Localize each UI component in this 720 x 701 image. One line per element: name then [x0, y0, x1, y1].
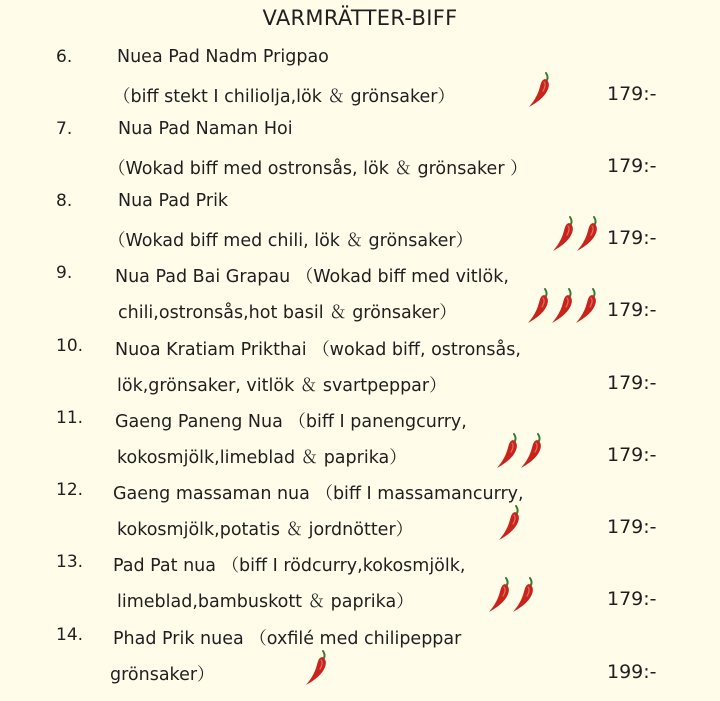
- item-number: 11.: [56, 408, 84, 428]
- item-name: Gaeng massaman nua: [113, 484, 310, 504]
- chili-pepper-icon: [510, 576, 536, 614]
- menu-item-8: [0, 191, 720, 263]
- item-number: 12.: [56, 480, 84, 500]
- menu-item-11: [0, 408, 720, 480]
- chili-pepper-icon: [486, 576, 512, 614]
- item-description: limeblad,bambuskott ＆ paprika）: [117, 592, 414, 612]
- item-name: Nua Pad Prik: [118, 191, 229, 211]
- item-name: Nuea Pad Nadm Prigpao: [117, 47, 329, 67]
- chili-pepper-icon: [525, 287, 551, 325]
- chili-pepper-icon: [550, 215, 576, 253]
- menu-item-14: [0, 625, 720, 697]
- item-number: 9.: [56, 263, 73, 283]
- item-description: kokosmjölk,limeblad ＆ paprika）: [117, 448, 407, 468]
- item-price: 179:-: [607, 155, 657, 177]
- item-price: 179:-: [607, 227, 657, 249]
- item-description: （Wokad biff med ostronsås, lök ＆ grönsaker ）: [108, 159, 528, 179]
- item-name: Pad Pat nua: [113, 556, 216, 576]
- item-name: Phad Prik nuea: [113, 629, 244, 649]
- chili-rating: [303, 649, 327, 689]
- item-description: （Wokad biff med chili, lök ＆ grönsaker）: [108, 231, 474, 251]
- item-description-start: （oxfilé med chilipeppar: [249, 629, 462, 649]
- chili-rating: [550, 215, 598, 255]
- chili-rating: [526, 71, 550, 111]
- chili-rating: [496, 504, 520, 544]
- chili-pepper-icon: [526, 71, 552, 109]
- item-price: 179:-: [607, 83, 657, 105]
- item-description: lök,grönsaker, vitlök ＆ svartpeppar）: [117, 376, 447, 396]
- item-number: 13.: [56, 552, 84, 572]
- chili-pepper-icon: [574, 215, 600, 253]
- item-description-start: （biff I panengcurry,: [288, 412, 467, 432]
- item-number: 7.: [56, 119, 73, 139]
- item-number: 14.: [56, 625, 84, 645]
- item-price: 179:-: [607, 299, 657, 321]
- chili-rating: [525, 287, 597, 327]
- item-description: chili,ostronsås,hot basil ＆ grönsaker）: [118, 303, 457, 323]
- item-name: Nuoa Kratiam Prikthai: [115, 340, 307, 360]
- item-number: 10.: [56, 336, 84, 356]
- item-description: grönsaker）: [110, 665, 215, 685]
- item-price: 179:-: [607, 372, 657, 394]
- item-name: Nua Pad Bai Grapau: [115, 267, 291, 287]
- menu-item-10: [0, 336, 720, 408]
- item-price: 199:-: [607, 661, 657, 683]
- chili-pepper-icon: [303, 649, 329, 687]
- item-number: 6.: [56, 47, 73, 67]
- item-description-start: （Wokad biff med vitlök,: [295, 267, 509, 287]
- menu-item-9: [0, 263, 720, 335]
- chili-pepper-icon: [549, 287, 575, 325]
- item-price: 179:-: [607, 444, 657, 466]
- chili-pepper-icon: [573, 287, 599, 325]
- item-description-start: （biff I rödcurry,kokosmjölk,: [221, 556, 466, 576]
- menu-item-7: [0, 119, 720, 191]
- item-number: 8.: [56, 191, 73, 211]
- item-description-start: （biff I massamancurry,: [315, 484, 524, 504]
- section-title: VARMRÄTTER-BIFF: [262, 6, 458, 30]
- menu-item-13: [0, 552, 720, 624]
- chili-pepper-icon: [496, 504, 522, 542]
- chili-pepper-icon: [494, 432, 520, 470]
- menu-item-6: [0, 47, 720, 119]
- item-description-start: （wokad biff, ostronsås,: [312, 340, 521, 360]
- item-price: 179:-: [607, 516, 657, 538]
- chili-rating: [494, 432, 542, 472]
- item-name: Nua Pad Naman Hoi: [118, 119, 293, 139]
- item-description: （biff stekt I chiliolja,lök ＆ grönsaker）: [113, 87, 455, 107]
- chili-pepper-icon: [518, 432, 544, 470]
- item-name: Gaeng Paneng Nua: [115, 412, 283, 432]
- chili-rating: [486, 576, 534, 616]
- item-price: 179:-: [607, 588, 657, 610]
- menu-item-12: [0, 480, 720, 552]
- item-description: kokosmjölk,potatis ＆ jordnötter）: [117, 520, 414, 540]
